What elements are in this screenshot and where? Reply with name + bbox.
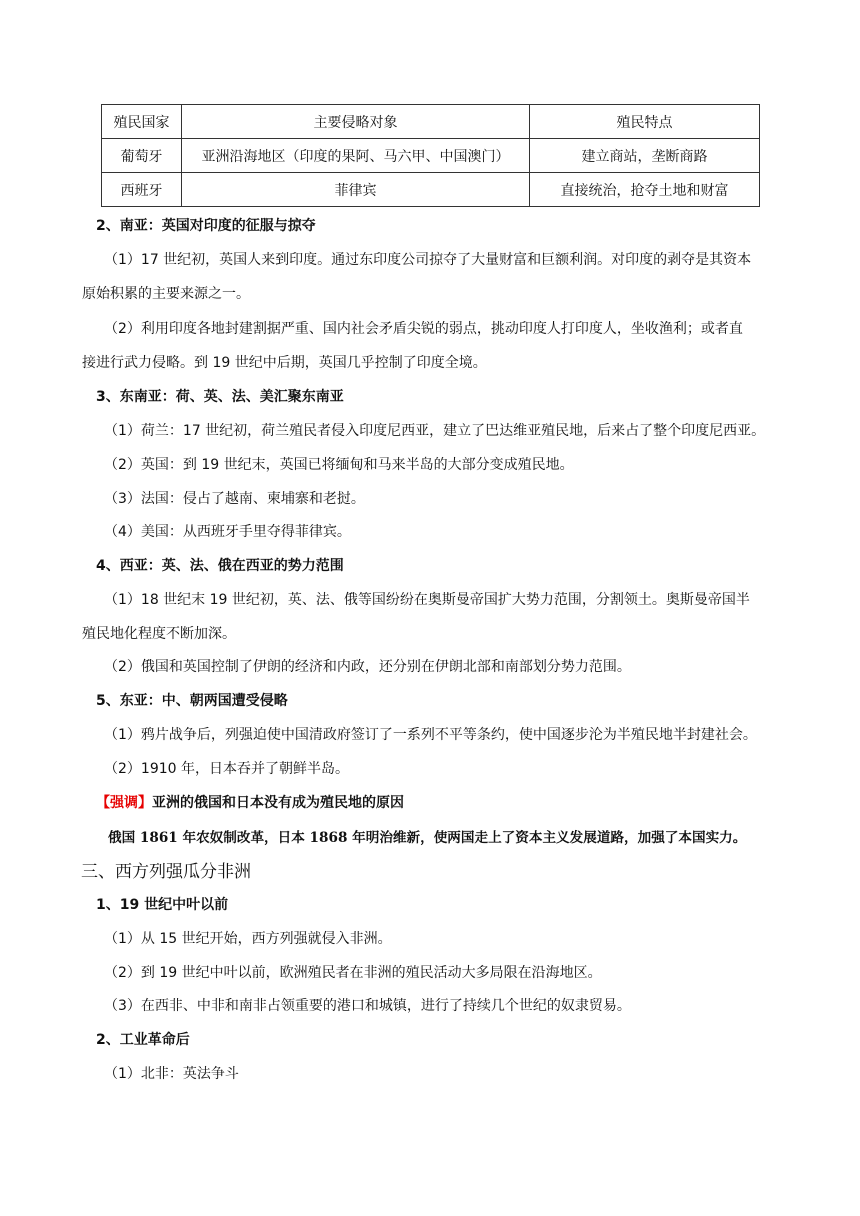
section-heading: 3、东南亚：荷、英、法、美汇聚东南亚 — [96, 389, 344, 405]
section-heading: 1、19 世纪中叶以前 — [96, 897, 229, 913]
table-row — [102, 139, 760, 173]
paragraph-line: （2）利用印度各地封建割据严重、国内社会矛盾尖锐的弱点，挑动印度人打印度人，坐收渔利；或者直 — [104, 321, 743, 337]
table-cell: 建立商站，垄断商路 — [530, 139, 760, 173]
table-cell: 亚洲沿海地区（印度的果阿、马六甲、中国澳门） — [182, 139, 530, 173]
paragraph-line: 殖民地化程度不断加深。 — [82, 626, 236, 642]
colonial-table — [101, 104, 760, 207]
paragraph-line: （1）18 世纪末 19 世纪初，英、法、俄等国纷纷在奥斯曼帝国扩大势力范围，分割领土。奥斯曼帝国半 — [104, 592, 750, 608]
paragraph-line: （4）美国：从西班牙手里夺得菲律宾。 — [104, 524, 351, 540]
table-cell: 葡萄牙 — [102, 139, 182, 173]
emphasis-tag: 【强调】 — [96, 795, 152, 811]
section-heading: 4、西亚：英、法、俄在西亚的势力范围 — [96, 558, 344, 574]
paragraph-line: （2）1910 年，日本吞并了朝鲜半岛。 — [104, 761, 349, 777]
paragraph-line: （1）北非：英法争斗 — [104, 1066, 239, 1082]
table-cell: 直接统治，抢夺土地和财富 — [530, 173, 760, 207]
paragraph-line: （2）到 19 世纪中叶以前，欧洲殖民者在非洲的殖民活动大多局限在沿海地区。 — [104, 965, 602, 981]
table-header-cell: 主要侵略对象 — [182, 105, 530, 139]
emphasis-body: 俄国 1861 年农奴制改革，日本 1868 年明治维新，使两国走上了资本主义发展道路，加强了本国实力。 — [108, 830, 747, 846]
table-cell: 菲律宾 — [182, 173, 530, 207]
paragraph-line: （3）法国：侵占了越南、柬埔寨和老挝。 — [104, 491, 365, 507]
table-row — [102, 173, 760, 207]
paragraph-line: （1）17 世纪初，英国人来到印度。通过东印度公司掠夺了大量财富和巨额利润。对印度的剥夺是其资本 — [104, 252, 752, 268]
table-header-row — [102, 105, 760, 139]
table-header-cell: 殖民特点 — [530, 105, 760, 139]
paragraph-line: （2）英国：到 19 世纪末，英国已将缅甸和马来半岛的大部分变成殖民地。 — [104, 457, 574, 473]
paragraph-line: （1）荷兰：17 世纪初，荷兰殖民者侵入印度尼西亚，建立了巴达维亚殖民地，后来占了整个印度尼西亚。 — [104, 423, 766, 439]
paragraph-line: （1）从 15 世纪开始，西方列强就侵入非洲。 — [104, 931, 392, 947]
paragraph-line: （2）俄国和英国控制了伊朗的经济和内政，还分别在伊朗北部和南部划分势力范围。 — [104, 659, 631, 675]
section-heading: 2、工业革命后 — [96, 1032, 190, 1048]
emphasis-title: 亚洲的俄国和日本没有成为殖民地的原因 — [152, 795, 404, 811]
paragraph-line: （1）鸦片战争后，列强迫使中国清政府签订了一系列不平等条约，使中国逐步沦为半殖民地半封建社会。 — [104, 727, 757, 743]
table-header-cell: 殖民国家 — [102, 105, 182, 139]
section-heading: 2、南亚：英国对印度的征服与掠夺 — [96, 218, 316, 234]
chapter-heading: 三、西方列强瓜分非洲 — [81, 862, 251, 882]
paragraph-line: 原始积累的主要来源之一。 — [82, 286, 250, 302]
emphasis-heading — [96, 792, 404, 812]
section-heading: 5、东亚：中、朝两国遭受侵略 — [96, 693, 288, 709]
paragraph-line: （3）在西非、中非和南非占领重要的港口和城镇，进行了持续几个世纪的奴隶贸易。 — [104, 998, 631, 1014]
paragraph-line: 接进行武力侵略。到 19 世纪中后期，英国几乎控制了印度全境。 — [82, 355, 487, 371]
table-cell: 西班牙 — [102, 173, 182, 207]
